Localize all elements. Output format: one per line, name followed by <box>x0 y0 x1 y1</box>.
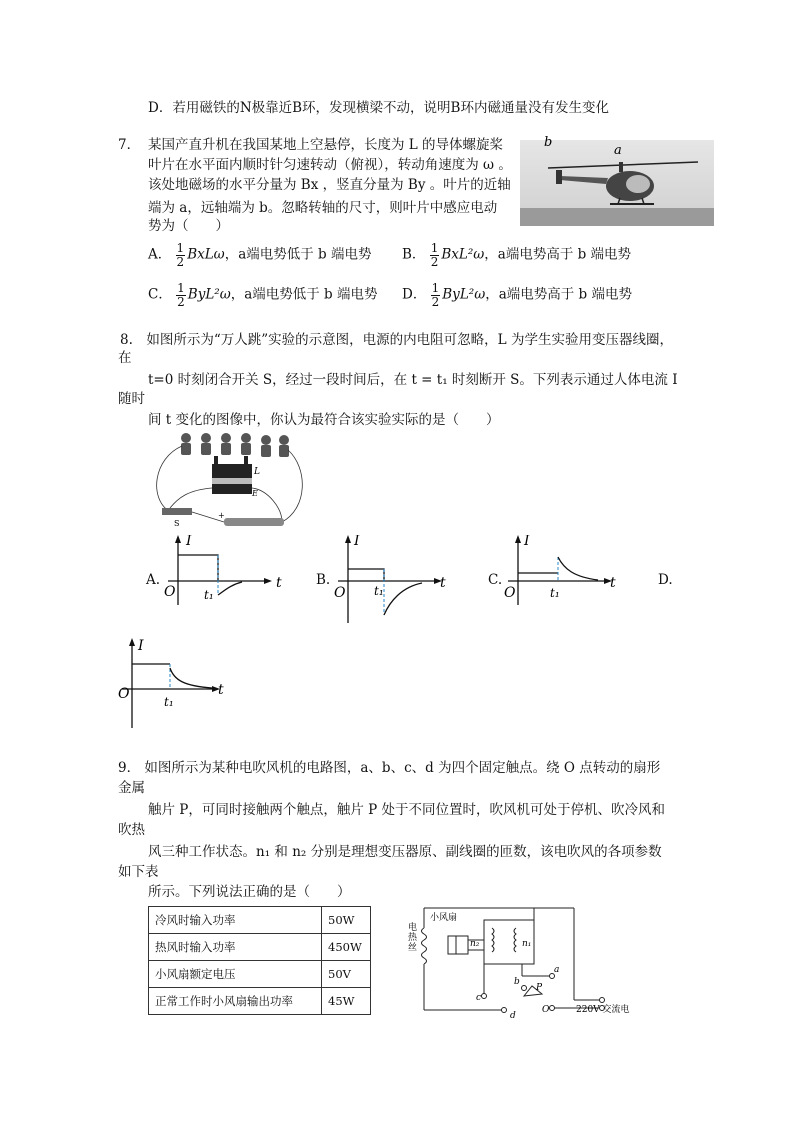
frac-den: 2 <box>177 294 185 309</box>
option-c-expr: ByL²ω <box>187 286 231 303</box>
q9-line-1: 9． 如图所示为某种电吹风机的电路图，a、b、c、d 为四个固定触点。绕 O 点转动的扇形 <box>118 760 661 776</box>
q9-line-4: 所示。下列说法正确的是（ ） <box>148 884 351 900</box>
fraction-half <box>430 242 440 268</box>
label-n2: n₂ <box>470 939 480 949</box>
q8-option-a-label: A. <box>146 572 161 588</box>
q9-line-3: 风三种工作状态。n₁ 和 n₂ 分别是理想变压器原、副线圈的匝数，该电吹风的各项参数 <box>148 844 662 860</box>
q7-option-b <box>402 242 631 268</box>
graph-axis-t: t <box>440 575 446 591</box>
frac-num: 1 <box>431 281 440 295</box>
helicopter-label-a: a <box>614 143 622 158</box>
q7-number: 7． <box>118 137 141 153</box>
graph-t1: t₁ <box>374 584 384 598</box>
parameter-table <box>148 906 371 1015</box>
graph-axis-t: t <box>276 575 282 591</box>
q8-line-1: 8. 如图所示为“万人跳”实验的示意图，电源的内电阻可忽略，L 为学生实验用变压器线圈， <box>120 332 673 348</box>
ac-label: 220V 交流电 <box>576 1005 630 1015</box>
option-b-tail: ，a端电势高于 b 端电势 <box>484 246 632 263</box>
graph-t1: t₁ <box>204 588 214 602</box>
contact-b: b <box>514 977 520 987</box>
q8-line-2b: 随时 <box>118 391 145 407</box>
table-row <box>149 961 371 988</box>
option-c-tail: ，a端电势低于 b 端电势 <box>230 286 378 303</box>
table-cell: 正常工作时小风扇输出功率 <box>149 988 322 1015</box>
frac-den: 2 <box>176 254 185 269</box>
frac-num: 1 <box>177 281 185 295</box>
q9-line-1b: 金属 <box>118 780 145 796</box>
graph-axis-t: t <box>218 682 224 698</box>
q7-option-a <box>148 242 371 268</box>
q9-line-2: 触片 P，可同时接触两个触点，触片 P 处于不同位置时，吹风机可处于停机、吹冷风和 <box>148 802 666 818</box>
table-cell: 50W <box>322 907 371 934</box>
q7-line-4: 端为 a，远轴端为 b。忽略转轴的尺寸，则叶片中感应电动 <box>148 200 498 216</box>
q8-option-d-label: D. <box>658 572 673 588</box>
graph-axis-i: I <box>138 638 144 654</box>
graph-a <box>162 535 294 607</box>
graph-d <box>116 638 248 730</box>
table-cell: 冷风时输入功率 <box>149 907 322 934</box>
table-cell: 45W <box>322 988 371 1015</box>
table-cell: 小风扇额定电压 <box>149 961 322 988</box>
table-cell: 热风时输入功率 <box>149 934 322 961</box>
circuit-label-s: S <box>174 519 180 528</box>
q6-option-d: D．若用磁铁的N极靠近B环，发现横梁不动，说明B环内磁通量没有发生变化 <box>148 100 609 116</box>
q7-line-1: 某国产直升机在我国某地上空悬停，长度为 L 的导体螺旋桨 <box>148 137 504 153</box>
heater-label-2: 热 <box>408 933 418 943</box>
option-a-expr: BxLω <box>187 246 225 263</box>
contact-a: a <box>554 965 560 975</box>
option-b-expr: BxL²ω <box>441 246 485 263</box>
table-row <box>149 988 371 1015</box>
q8-line-3: 间 t 变化的图像中，你认为最符合该实验实际的是（ ） <box>148 412 500 428</box>
graph-axis-t: t <box>610 575 616 591</box>
q7-option-c <box>148 282 378 308</box>
option-d-tail: ，a端电势高于 b 端电势 <box>485 286 632 303</box>
contact-d: d <box>510 1011 516 1021</box>
option-a-tail: ，a端电势低于 b 端电势 <box>224 246 372 263</box>
graph-c <box>502 535 634 607</box>
q8-option-c-label: C. <box>488 572 503 588</box>
slider-p: P <box>536 983 543 993</box>
label-n1: n₁ <box>522 939 532 949</box>
fraction-half <box>431 282 441 308</box>
q8-option-b-label: B. <box>316 572 331 588</box>
q7-option-d <box>402 282 632 308</box>
contact-c: c <box>476 993 482 1003</box>
graph-axis-i: I <box>524 535 530 549</box>
pivot-o: O <box>542 1005 550 1015</box>
circuit-label-e: E <box>252 489 258 498</box>
graph-origin: O <box>504 585 516 601</box>
graph-axis-i: I <box>186 535 192 549</box>
circuit-label-l: L <box>254 467 260 477</box>
table-cell: 50V <box>322 961 371 988</box>
graph-b <box>332 535 464 625</box>
table-cell: 450W <box>322 934 371 961</box>
option-a-label: A． <box>148 246 172 263</box>
fraction-half <box>176 282 186 308</box>
q9-line-2b: 吹热 <box>118 822 145 838</box>
frac-num: 1 <box>176 241 185 255</box>
graph-origin: O <box>334 585 346 601</box>
q9-circuit-diagram <box>404 900 636 1024</box>
fraction-half <box>176 242 186 268</box>
heater-label-3: 丝 <box>408 943 418 953</box>
option-d-expr: ByL²ω <box>442 286 486 303</box>
frac-den: 2 <box>431 294 440 309</box>
helicopter-image <box>520 132 714 228</box>
circuit-label-plus: + <box>218 511 225 520</box>
option-b-label: B． <box>402 246 426 263</box>
graph-t1: t₁ <box>164 695 174 709</box>
graph-t1: t₁ <box>550 586 560 600</box>
table-row <box>149 907 371 934</box>
graph-origin: O <box>164 584 176 600</box>
option-c-label: C． <box>148 286 172 303</box>
frac-den: 2 <box>430 254 439 269</box>
table-row <box>149 934 371 961</box>
q8-line-1b: 在 <box>118 350 132 366</box>
q8-line-2: t=0 时刻闭合开关 S，经过一段时间后，在 t = t₁ 时刻断开 S。下列表示通过人体电流 I <box>148 372 678 388</box>
fan-label: 小风扇 <box>430 913 458 923</box>
heater-label-1: 电 <box>408 923 418 933</box>
helicopter-label-b: b <box>544 135 553 150</box>
q9-line-3b: 如下表 <box>118 864 159 880</box>
q8-circuit-image <box>148 428 304 530</box>
q7-line-2: 叶片在水平面内顺时针匀速转动（俯视），转动角速度为 ω 。 <box>148 157 512 173</box>
frac-num: 1 <box>430 241 439 255</box>
graph-origin: O <box>118 686 130 702</box>
q7-line-3: 该处地磁场的水平分量为 Bx ，竖直分量为 By 。叶片的近轴 <box>148 177 511 193</box>
q7-line-5: 势为（ ） <box>148 218 229 234</box>
option-d-label: D． <box>402 286 427 303</box>
people-icon <box>181 433 289 457</box>
graph-axis-i: I <box>354 535 360 549</box>
